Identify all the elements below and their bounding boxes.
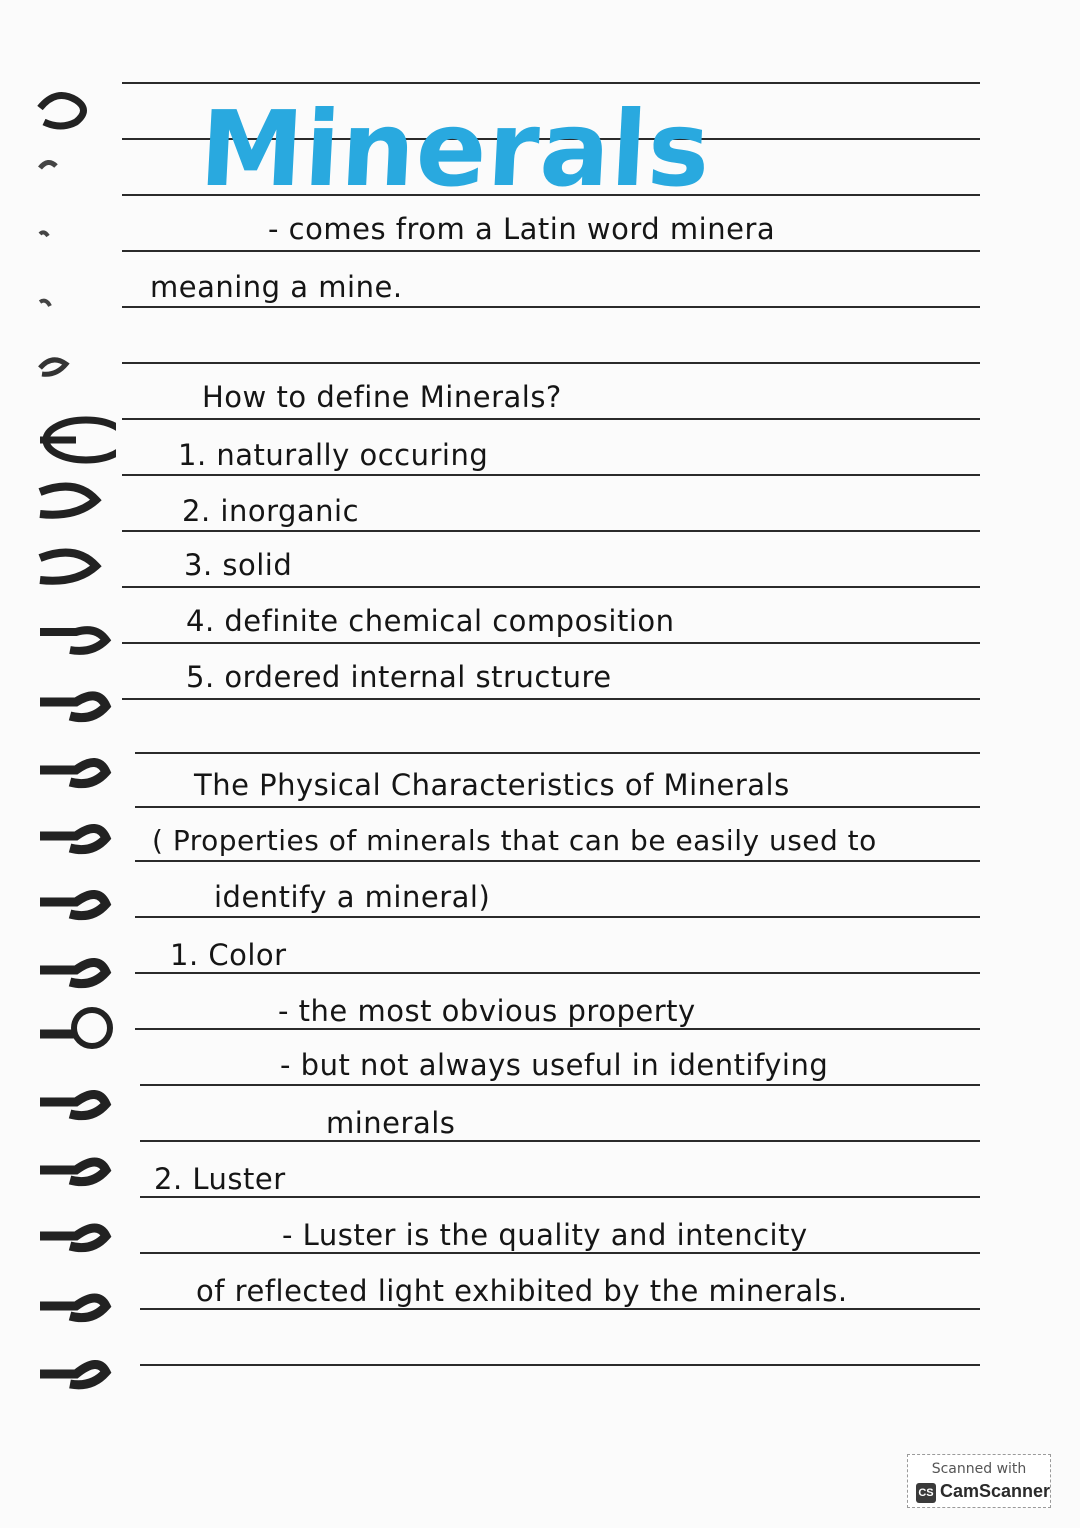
rule-line (122, 362, 980, 364)
list-item: 4. definite chemical composition (186, 604, 675, 638)
camscanner-logo-icon: CS (916, 1483, 936, 1503)
badge-caption: Scanned with (931, 1461, 1027, 1477)
spiral-ring (36, 206, 116, 266)
note-line: - the most obvious property (278, 994, 696, 1028)
rule-line (122, 530, 980, 532)
rule-line (135, 806, 980, 808)
rule-line (122, 642, 980, 644)
rule-line (122, 474, 980, 476)
rule-line (122, 306, 980, 308)
rule-line (135, 1028, 980, 1030)
rule-line (122, 250, 980, 252)
rule-line (122, 698, 980, 700)
rule-line (135, 916, 980, 918)
spiral-ring (36, 1000, 116, 1060)
spiral-ring (36, 1200, 116, 1260)
note-heading: The Physical Characteristics of Minerals (194, 768, 790, 802)
badge-brand: CamScanner (940, 1481, 1051, 1501)
rule-line (140, 1364, 980, 1366)
note-line: - Luster is the quality and intencity (282, 1218, 808, 1252)
rule-line (135, 752, 980, 754)
rule-line (140, 1140, 980, 1142)
note-line: meaning a mine. (150, 270, 403, 304)
note-line: ( Properties of minerals that can be easily used to (152, 824, 877, 857)
spiral-ring (36, 340, 116, 400)
spiral-ring (36, 606, 116, 666)
list-item: 1. naturally occuring (178, 438, 489, 472)
spiral-ring (36, 738, 116, 798)
spiral-ring (36, 474, 116, 534)
spiral-ring (36, 804, 116, 864)
spiral-ring (36, 1334, 116, 1394)
spiral-ring (36, 540, 116, 600)
rule-line (140, 1196, 980, 1198)
note-heading: How to define Minerals? (202, 380, 562, 414)
spiral-ring (36, 672, 116, 732)
page-title: Minerals (196, 88, 714, 210)
rule-line (135, 972, 980, 974)
rule-line (122, 586, 980, 588)
note-line: - comes from a Latin word minera (268, 212, 776, 246)
rule-line (135, 860, 980, 862)
rule-line (140, 1084, 980, 1086)
spiral-ring (36, 1134, 116, 1194)
note-line: identify a mineral) (214, 880, 491, 914)
list-item: 2. inorganic (182, 494, 360, 528)
spiral-ring (36, 1268, 116, 1328)
list-item: 3. solid (184, 548, 293, 582)
note-line: - but not always useful in identifying (280, 1048, 829, 1082)
note-line: of reflected light exhibited by the minerals. (196, 1274, 848, 1308)
spiral-ring (36, 1068, 116, 1128)
spiral-ring (36, 936, 116, 996)
camscanner-badge (907, 1454, 1051, 1508)
list-item: 2. Luster (154, 1162, 286, 1196)
rule-line (140, 1308, 980, 1310)
spiral-ring (36, 410, 116, 470)
spiral-ring (36, 138, 116, 198)
rule-line (140, 1252, 980, 1254)
spiral-ring (36, 276, 116, 336)
rule-line (122, 418, 980, 420)
spiral-ring (36, 78, 116, 138)
list-item: 5. ordered internal structure (186, 660, 612, 694)
list-item: 1. Color (170, 938, 287, 972)
spiral-ring (36, 870, 116, 930)
rule-line (122, 82, 980, 84)
note-line: minerals (326, 1106, 456, 1140)
